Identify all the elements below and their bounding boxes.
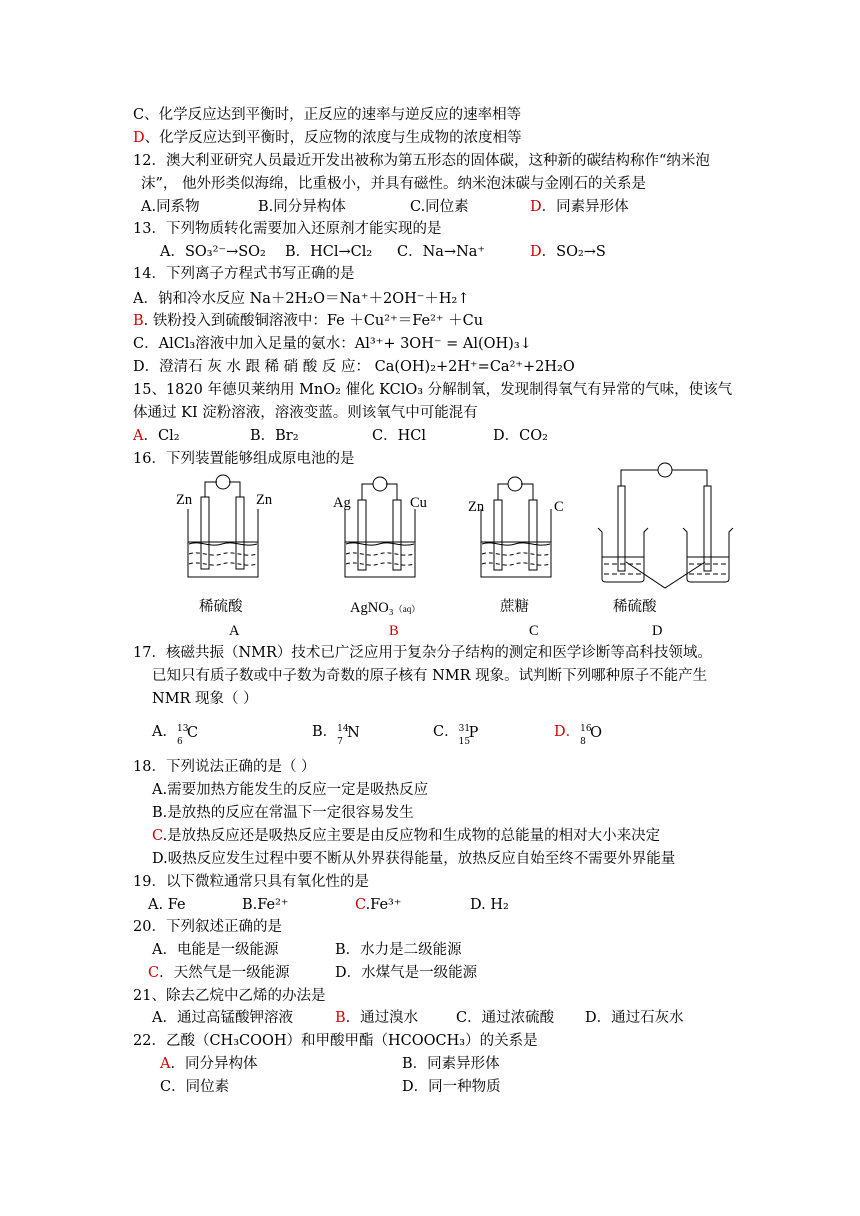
cell-c-liquid: 蔗糖 (500, 599, 529, 615)
q13-option-a: A．SO₃²⁻→SO₂ (160, 244, 266, 260)
q12-option-d: D．同素异形体 (530, 199, 629, 215)
q17-option-a: A． 13 6 C (152, 721, 201, 743)
q15-option-d: D．CO₂ (493, 428, 548, 444)
q15-stem-line2: 体通过 KI 淀粉溶液，溶液变蓝。则该氧气中可能混有 (133, 405, 478, 421)
cell-c-letter: C (529, 623, 539, 639)
cell-a-left-electrode: Zn (176, 492, 193, 508)
q17-option-b: B． 14 7 N (312, 721, 361, 743)
q14-option-c: C．AlCl₃溶液中加入足量的氨水：Al³⁺+ 3OH⁻ = Al(OH)₃↓ (133, 336, 532, 352)
q14-option-b: B. 铁粉投入到硫酸铜溶液中：Fe ＋Cu²⁺＝Fe²⁺ ＋Cu (133, 313, 484, 329)
cell-d-letter: D (652, 623, 663, 639)
q14-option-d: D．澄清石 灰 水 跟 稀 硝 酸 反 应： Ca(OH)₂+2H⁺=Ca²⁺+2H₂O (133, 359, 575, 375)
answer-letter: D (530, 199, 542, 215)
cell-a-right-electrode: Zn (256, 492, 273, 508)
q21-option-a: A．通过高锰酸钾溶液 (152, 1010, 293, 1026)
q22-option-b: B．同素异形体 (402, 1056, 500, 1072)
q12-stem-line2: 沫”， 他外形类似海绵，比重极小，并具有磁性。纳米泡沫碳与金刚石的关系是 (141, 176, 647, 192)
q18-option-b: B.是放热的反应在常温下一定很容易发生 (152, 805, 414, 821)
cell-a-diagram (188, 475, 258, 577)
q14-stem: 14．下列离子方程式书写正确的是 (133, 266, 355, 282)
q18-stem: 18．下列说法正确的是（ ） (133, 759, 316, 775)
answer-letter: B (335, 1010, 346, 1026)
q12-option-a: A.同系物 (141, 199, 200, 215)
cell-c-left-electrode: Zn (468, 499, 485, 515)
q13-option-b: B．HCl→Cl₂ (285, 244, 373, 260)
answer-letter: C (148, 965, 160, 981)
cell-c-right-electrode: C (554, 499, 564, 515)
q21-option-d: D．通过石灰水 (585, 1010, 684, 1026)
q13-option-c: C．Na→Na⁺ (397, 244, 486, 260)
q15-option-a: A．Cl₂ (133, 428, 180, 444)
answer-letter: B (133, 313, 144, 329)
q11-option-c: C、化学反应达到平衡时，正反应的速率与逆反应的速率相等 (133, 107, 522, 123)
cell-b-liquid: AgNO₃（aq） (350, 600, 421, 616)
q22-stem: 22．乙酸（CH₃COOH）和甲酸甲酯（HCOOCH₃）的关系是 (133, 1033, 538, 1049)
q19-option-d: D. H₂ (470, 897, 509, 913)
q17-stem-line3: NMR 现象（ ） (152, 691, 258, 707)
q20-option-c: C．天然气是一级能源 (148, 965, 290, 981)
q15-option-b: B．Br₂ (250, 428, 299, 444)
q22-option-c: C．同位素 (160, 1079, 230, 1095)
answer-letter: C (355, 897, 366, 913)
q12-stem-line1: 12．澳大利亚研究人员最近开发出被称为第五形态的固体碳，这种新的碳结构称作“纳米泡 (133, 153, 710, 169)
q12-option-b: B.同分异构体 (258, 199, 346, 215)
q21-option-c: C．通过浓硫酸 (456, 1010, 555, 1026)
cell-b-letter-answer: B (389, 623, 399, 639)
q14-option-a: A．钠和冷水反应 Na＋2H₂O＝Na⁺＋2OH⁻＋H₂↑ (133, 291, 470, 307)
isotope-oxygen: 16 8 O (580, 724, 603, 747)
isotope-phosphorus: 31 15 P (458, 724, 479, 747)
q22-option-d: D．同一种物质 (402, 1079, 501, 1095)
q19-option-b: B.Fe²⁺ (242, 897, 289, 913)
isotope-nitrogen: 14 7 N (337, 724, 360, 747)
q13-option-d: D．SO₂→S (530, 244, 606, 260)
cell-d-diagram (598, 463, 733, 588)
q21-stem: 21、除去乙烷中乙烯的办法是 (133, 988, 326, 1004)
q21-option-b: B．通过溴水 (335, 1010, 419, 1026)
q20-option-a: A．电能是一级能源 (152, 942, 279, 958)
q20-option-d: D．水煤气是一级能源 (335, 965, 478, 981)
q20-stem: 20．下列叙述正确的是 (133, 919, 282, 935)
q11-option-d: D、化学反应达到平衡时，反应物的浓度与生成物的浓度相等 (133, 130, 522, 146)
q17-stem-line2: 已知只有质子数或中子数为奇数的原子核有 NMR 现象。试判断下列哪种原子不能产生 (152, 668, 708, 684)
cell-a-liquid: 稀硫酸 (199, 599, 243, 615)
cell-b-diagram (345, 477, 415, 577)
q16-stem: 16．下列装置能够组成原电池的是 (133, 451, 355, 467)
cell-c-diagram (481, 477, 551, 577)
q17-stem-line1: 17．核磁共振（NMR）技术已广泛应用于复杂分子结构的测定和医学诊断等高科技领域。 (133, 645, 712, 661)
cell-b-right-electrode: Cu (410, 495, 427, 511)
answer-letter: D (133, 130, 145, 146)
isotope-carbon: 13 6 C (176, 724, 199, 747)
q17-option-d: D． 16 8 O (554, 721, 604, 743)
q15-stem-line1: 15、1820 年德贝莱纳用 MnO₂ 催化 KClO₃ 分解制氧，发现制得氧气有异常的气味，使该气 (133, 382, 733, 398)
q17-option-c: C． 31 15 P (433, 721, 483, 743)
q20-option-b: B．水力是二级能源 (335, 942, 462, 958)
q15-option-c: C．HCl (372, 428, 426, 444)
q19-option-c: C.Fe³⁺ (355, 897, 402, 913)
answer-letter: A (133, 428, 144, 444)
cell-a-letter: A (229, 623, 240, 639)
cell-d-liquid: 稀硫酸 (613, 599, 657, 615)
q18-option-d: D.吸热反应发生过程中要不断从外界获得能量，放热反应自始至终不需要外界能量 (152, 851, 676, 867)
cell-b-left-electrode: Ag (333, 495, 351, 511)
answer-letter: C (152, 828, 163, 844)
q18-option-c: C.是放热反应还是吸热反应主要是由反应物和生成物的总能量的相对大小来决定 (152, 828, 661, 844)
q12-option-c: C.同位素 (410, 199, 469, 215)
q22-option-a: A．同分异构体 (160, 1056, 258, 1072)
answer-letter: D (530, 244, 542, 260)
q18-option-a: A.需要加热方能发生的反应一定是吸热反应 (152, 782, 429, 798)
q19-stem: 19．以下微粒通常只具有氧化性的是 (133, 874, 369, 890)
q19-option-a: A. Fe (148, 897, 186, 913)
answer-letter: A (160, 1056, 171, 1072)
galvanic-cell-diagrams (0, 462, 860, 612)
q13-stem: 13．下列物质转化需要加入还原剂才能实现的是 (133, 221, 442, 237)
